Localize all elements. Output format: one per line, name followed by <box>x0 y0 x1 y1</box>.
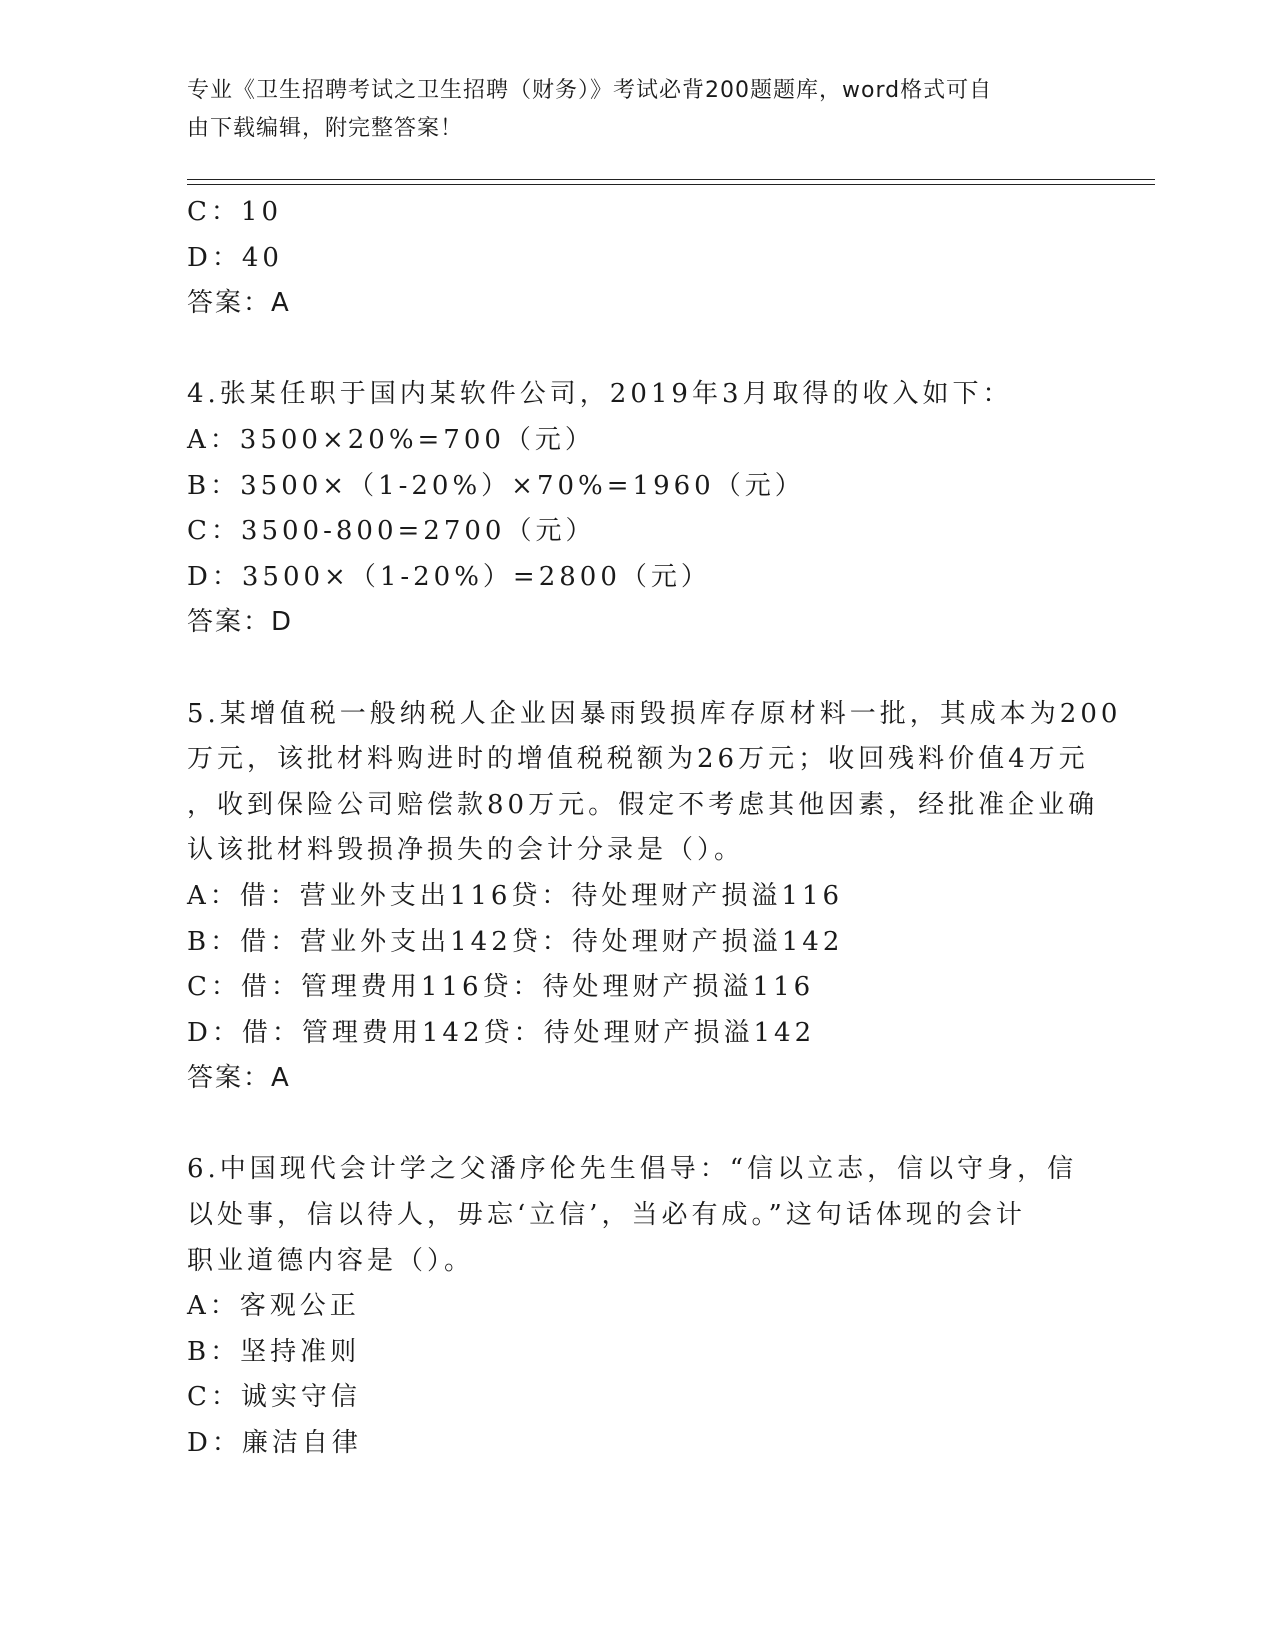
question-6 <box>187 1147 1087 1466</box>
answer-line: 答案：A <box>187 288 291 319</box>
header-line-2: 由下载编辑，附完整答案！ <box>187 116 464 141</box>
option-a: A：借：营业外支出116贷：待处理财产损溢116 <box>187 880 844 911</box>
question-4 <box>187 372 1087 646</box>
question-stem: 6.中国现代会计学之父潘序伦先生倡导：“信以立志，信以守身，信 以处事，信以待人，毋忘‘立信’，当必有成。”这句话体现的会计 职业道德内容是（）。 <box>187 1154 1078 1276</box>
option-c: C：10 <box>187 197 282 227</box>
question-5 <box>187 692 1122 1102</box>
option-b: B：坚持准则 <box>187 1336 361 1367</box>
question-3-tail <box>187 190 1087 327</box>
spacer <box>187 646 1087 692</box>
spacer <box>187 1102 1087 1148</box>
header-divider-bottom <box>187 184 1155 185</box>
option-a: A：客观公正 <box>187 1291 360 1322</box>
question-stem: 5.某增值税一般纳税人企业因暴雨毁损库存原材料一批，其成本为200 万元，该批材料购进时的增值税税额为26万元；收回残料价值4万元 ，收到保险公司赔偿款80万元。假定不考虑其他因素，经批准企业确 认该批材料毁损净损失的会计分录是（）。 <box>187 698 1122 866</box>
question-stem: 4.张某任职于国内某软件公司，2019年3月取得的收入如下： <box>187 379 1013 410</box>
header-divider-top <box>187 179 1155 180</box>
option-b: B：3500×（1-20%）×70%=1960（元） <box>187 470 805 501</box>
spacer <box>187 327 1087 373</box>
option-d: D：借：管理费用142贷：待处理财产损溢142 <box>187 1017 816 1048</box>
document-header <box>187 72 1067 148</box>
option-a: A：3500×20%=700（元） <box>187 424 595 455</box>
answer-line: 答案：A <box>187 1063 291 1094</box>
document-body <box>187 190 1122 1467</box>
answer-line: 答案：D <box>187 607 294 638</box>
header-line-1: 专业《卫生招聘考试之卫生招聘（财务）》考试必背200题题库，word格式可自 <box>187 78 993 103</box>
option-d: D：40 <box>187 242 283 273</box>
option-d: D：廉洁自律 <box>187 1428 362 1459</box>
option-c: C：3500-800=2700（元） <box>187 516 596 547</box>
option-c: C：诚实守信 <box>187 1382 361 1413</box>
option-d: D：3500×（1-20%）=2800（元） <box>187 561 711 592</box>
option-b: B：借：营业外支出142贷：待处理财产损溢142 <box>187 926 844 957</box>
option-c: C：借：管理费用116贷：待处理财产损溢116 <box>187 972 815 1003</box>
